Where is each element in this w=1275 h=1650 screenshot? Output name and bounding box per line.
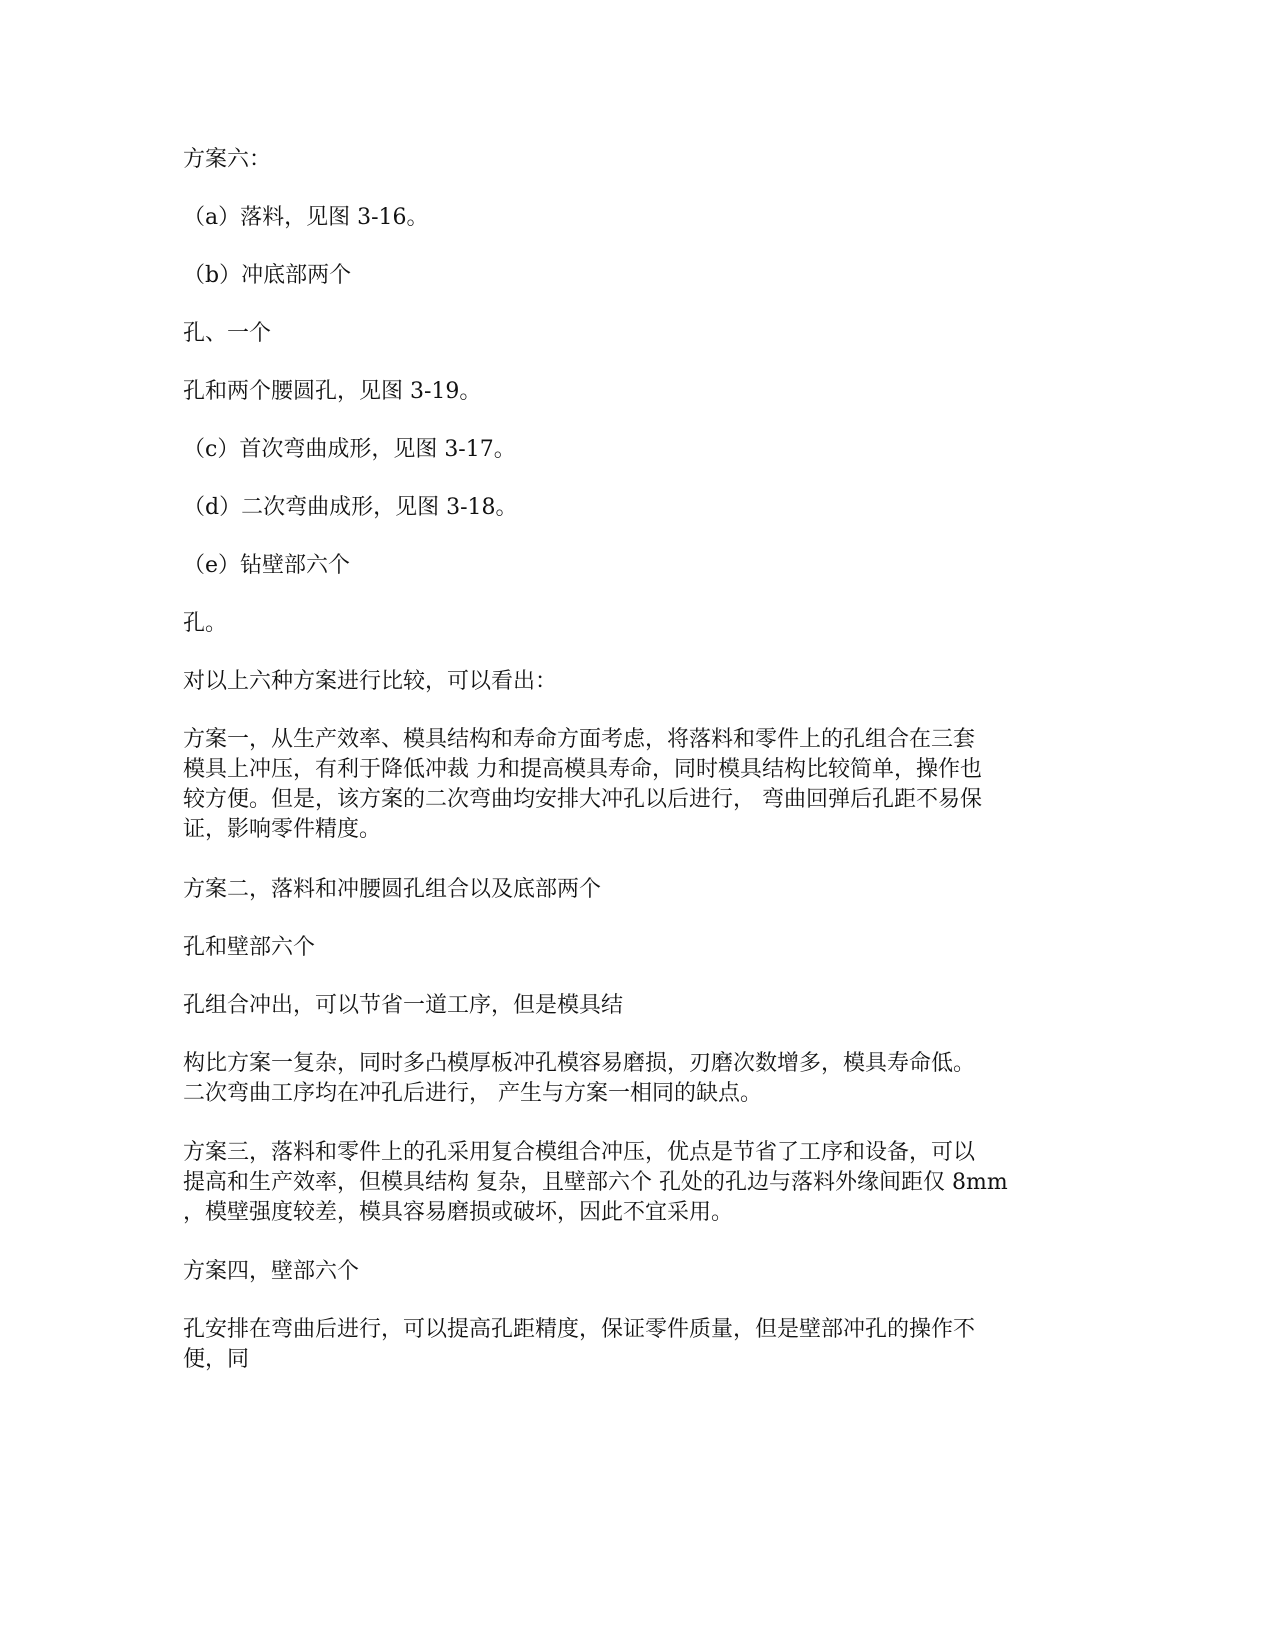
text-line: ，模壁强度较差，模具容易磨损或破坏，因此不宜采用。 xyxy=(183,1200,734,1225)
scheme-three-paragraph xyxy=(183,1138,1088,1228)
scheme-two-continued-2: 孔组合冲出，可以节省一道工序，但是模具结 xyxy=(183,993,624,1018)
step-b-continued-1: 孔、一个 xyxy=(183,321,272,346)
scheme-four-continued xyxy=(183,1315,1088,1375)
text-line: 孔安排在弯曲后进行，可以提高孔距精度，保证零件质量，但是壁部冲孔的操作不 xyxy=(183,1317,976,1342)
step-d: （d）二次弯曲成形，见图 3-18。 xyxy=(183,495,518,520)
text-line: 提高和生产效率，但模具结构 复杂，且壁部六个 孔处的孔边与落料外缘间距仅 8mm xyxy=(183,1170,1008,1195)
scheme-four-paragraph: 方案四，壁部六个 xyxy=(183,1259,360,1284)
step-b: （b）冲底部两个 xyxy=(183,263,352,288)
text-line: 方案一，从生产效率、模具结构和寿命方面考虑，将落料和零件上的孔组合在三套 xyxy=(183,727,976,752)
step-e: （e）钻壁部六个 xyxy=(183,553,351,578)
text-line: 较方便。但是，该方案的二次弯曲均安排大冲孔以后进行， 弯曲回弹后孔距不易保 xyxy=(183,787,982,812)
scheme-two-continued-1: 孔和壁部六个 xyxy=(183,935,316,960)
text-line: 二次弯曲工序均在冲孔后进行， 产生与方案一相同的缺点。 xyxy=(183,1081,762,1106)
text-line: 方案三，落料和零件上的孔采用复合模组合冲压，优点是节省了工序和设备，可以 xyxy=(183,1140,976,1165)
scheme-two-paragraph: 方案二，落料和冲腰圆孔组合以及底部两个 xyxy=(183,877,602,902)
text-line: 模具上冲压，有利于降低冲裁 力和提高模具寿命，同时模具结构比较简单，操作也 xyxy=(183,757,982,782)
step-a: （a）落料，见图 3-16。 xyxy=(183,205,429,230)
comparison-intro: 对以上六种方案进行比较，可以看出： xyxy=(183,669,558,694)
scheme-six-heading: 方案六： xyxy=(183,147,272,172)
step-c: （c）首次弯曲成形，见图 3-17。 xyxy=(183,437,516,462)
text-line: 构比方案一复杂，同时多凸模厚板冲孔模容易磨损，刃磨次数增多，模具寿命低。 xyxy=(183,1051,976,1076)
scheme-one-paragraph xyxy=(183,725,1088,845)
text-line: 证，影响零件精度。 xyxy=(183,817,382,842)
scheme-two-continued-3 xyxy=(183,1049,1088,1109)
step-b-continued-2: 孔和两个腰圆孔，见图 3-19。 xyxy=(183,379,482,404)
step-e-continued: 孔。 xyxy=(183,611,228,636)
text-line: 便，同 xyxy=(183,1347,250,1372)
